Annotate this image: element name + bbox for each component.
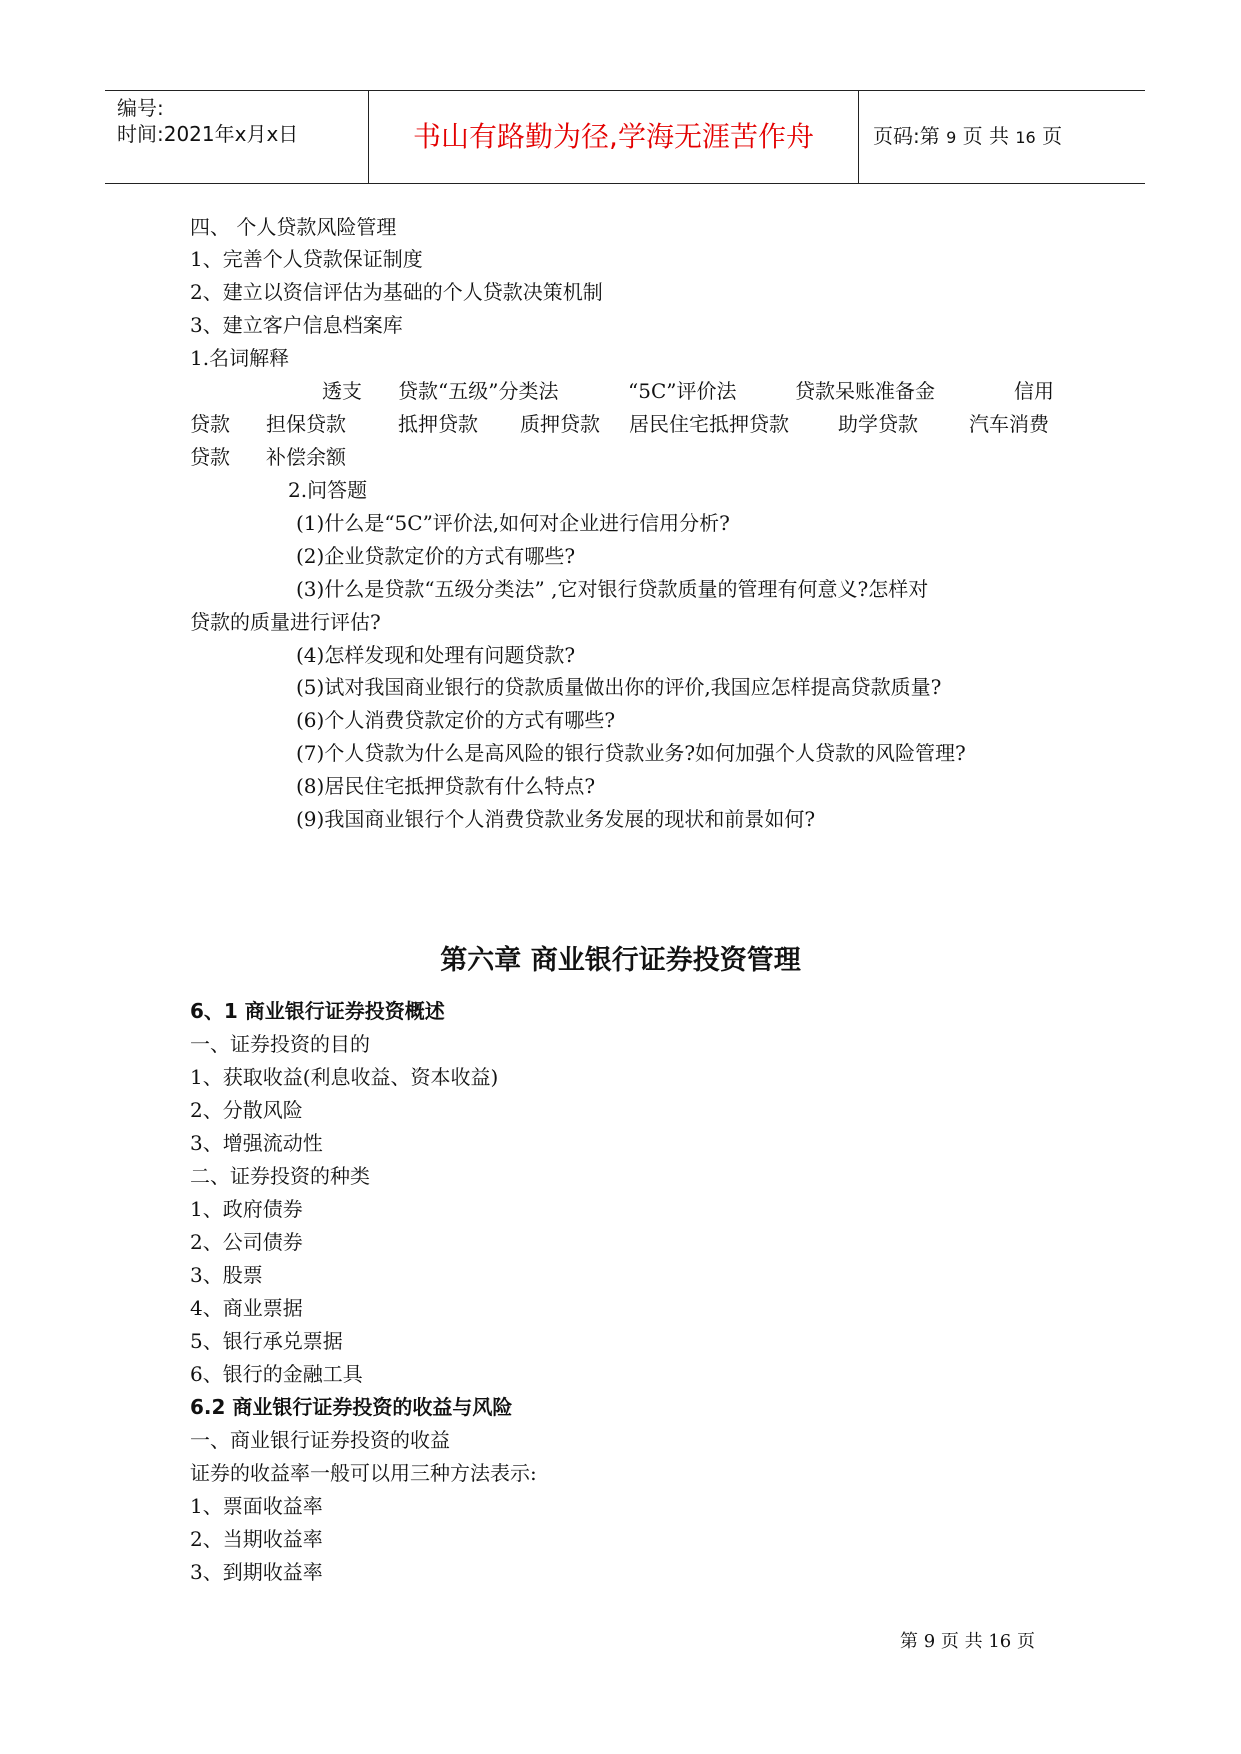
section-heading-personal-loan-risk: 四、 个人贷款风险管理	[190, 215, 397, 239]
subsection-heading: 一、商业银行证券投资的收益	[190, 1428, 450, 1452]
list-item: 1、获取收益(利息收益、资本收益)	[190, 1065, 499, 1089]
question-item-continued: 贷款的质量进行评估?	[190, 610, 381, 634]
question-item: (6)个人消费贷款定价的方式有哪些?	[296, 708, 616, 732]
page-code-end: 页	[1042, 124, 1063, 148]
header-motto: 书山有路勤为径,学海无涯苦作舟	[413, 120, 814, 153]
page-code-label: 页码:第	[873, 124, 940, 148]
question-item: (7)个人贷款为什么是高风险的银行贷款业务?如何加强个人贷款的风险管理?	[296, 741, 966, 765]
header-info-cell	[105, 91, 369, 183]
header-motto-cell	[369, 91, 859, 183]
list-item: 3、增强流动性	[190, 1131, 323, 1155]
term: 汽车消费	[969, 412, 1049, 436]
list-item: 6、银行的金融工具	[190, 1362, 363, 1386]
term: 贷款呆账准备金	[795, 379, 935, 403]
question-item: (2)企业贷款定价的方式有哪些?	[296, 544, 576, 568]
term: 担保贷款	[266, 412, 346, 436]
list-item: 2、公司债券	[190, 1230, 303, 1254]
term: 信用	[1014, 379, 1054, 403]
question-item: (1)什么是“5C”评价法,如何对企业进行信用分析?	[296, 511, 730, 535]
document-number-label: 编号:	[117, 96, 164, 120]
subsection-heading: 二、证券投资的种类	[190, 1164, 370, 1188]
page-total: 16	[1015, 128, 1036, 147]
section-heading-6-1: 6、1 商业银行证券投资概述	[190, 999, 445, 1023]
subsection-heading: 一、证券投资的目的	[190, 1032, 370, 1056]
paragraph: 证券的收益率一般可以用三种方法表示:	[190, 1461, 537, 1485]
term: 贷款	[190, 412, 230, 436]
term: 补偿余额	[266, 445, 346, 469]
list-item: 4、商业票据	[190, 1296, 303, 1320]
document-header	[105, 90, 1145, 184]
term: “5C”评价法	[628, 379, 737, 403]
question-item: (4)怎样发现和处理有问题贷款?	[296, 643, 576, 667]
term: 居民住宅抵押贷款	[629, 412, 789, 436]
list-item: 1、票面收益率	[190, 1494, 323, 1518]
section-heading-6-2: 6.2 商业银行证券投资的收益与风险	[190, 1395, 513, 1419]
term: 质押贷款	[520, 412, 600, 436]
question-item: (9)我国商业银行个人消费贷款业务发展的现状和前景如何?	[296, 807, 816, 831]
questions-heading: 2.问答题	[288, 478, 368, 502]
term: 贷款“五级”分类法	[398, 379, 559, 403]
list-item: 5、银行承兑票据	[190, 1329, 343, 1353]
term: 助学贷款	[838, 412, 918, 436]
list-item: 2、建立以资信评估为基础的个人贷款决策机制	[190, 280, 603, 304]
term: 透支	[322, 379, 362, 403]
terms-heading: 1.名词解释	[190, 346, 290, 370]
chapter-title: 第六章 商业银行证券投资管理	[440, 945, 801, 976]
page-number: 9	[946, 128, 957, 147]
list-item: 3、股票	[190, 1263, 263, 1287]
header-page-cell	[859, 91, 1145, 183]
page-code-mid: 页 共	[962, 124, 1010, 148]
term: 贷款	[190, 445, 230, 469]
question-item: (8)居民住宅抵押贷款有什么特点?	[296, 774, 596, 798]
document-time-label: 时间:2021年x月x日	[117, 122, 299, 146]
list-item: 2、当期收益率	[190, 1527, 323, 1551]
list-item: 2、分散风险	[190, 1098, 303, 1122]
list-item: 3、建立客户信息档案库	[190, 313, 403, 337]
term: 抵押贷款	[398, 412, 478, 436]
list-item: 1、完善个人贷款保证制度	[190, 247, 423, 271]
page-footer: 第 9 页 共 16 页	[900, 1631, 1035, 1652]
list-item: 1、政府债券	[190, 1197, 303, 1221]
header-page-code	[873, 123, 1062, 151]
list-item: 3、到期收益率	[190, 1560, 323, 1584]
question-item: (5)试对我国商业银行的贷款质量做出你的评价,我国应怎样提高贷款质量?	[296, 675, 942, 699]
question-item: (3)什么是贷款“五级分类法” ,它对银行贷款质量的管理有何意义?怎样对	[296, 577, 929, 601]
